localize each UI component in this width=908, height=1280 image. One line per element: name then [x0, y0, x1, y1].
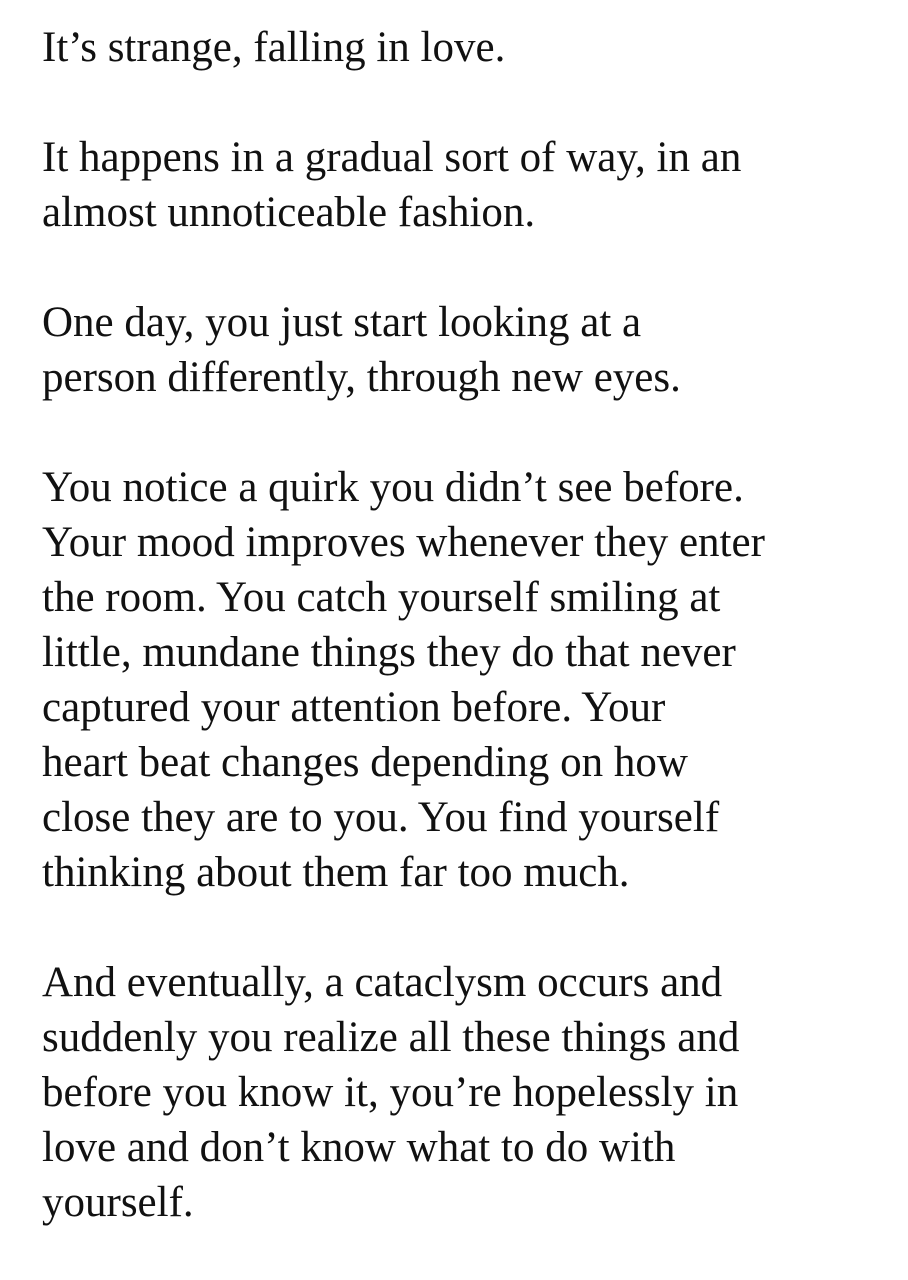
text-line: It’s strange, falling in love. — [42, 24, 506, 71]
paragraph-2 — [42, 130, 892, 240]
text-line: suddenly you realize all these things and — [42, 1014, 740, 1061]
paragraph-gap — [42, 900, 892, 955]
text-line: heart beat changes depending on how — [42, 739, 688, 786]
text-line: captured your attention before. Your — [42, 684, 666, 731]
paragraph-3 — [42, 295, 892, 405]
text-line: Your mood improves whenever they enter — [42, 519, 765, 566]
text-line: person differently, through new eyes. — [42, 354, 681, 401]
text-line: love and don’t know what to do with — [42, 1124, 676, 1171]
text-line: the room. You catch yourself smiling at — [42, 574, 721, 621]
text-line: One day, you just start looking at a — [42, 299, 642, 346]
poem-text — [42, 20, 892, 1230]
text-line: before you know it, you’re hopelessly in — [42, 1069, 739, 1116]
paragraph-4 — [42, 460, 892, 900]
paragraph-gap — [42, 240, 892, 295]
text-line: little, mundane things they do that never — [42, 629, 736, 676]
text-line: almost unnoticeable fashion. — [42, 189, 536, 236]
paragraph-gap — [42, 75, 892, 130]
text-line: yourself. — [42, 1179, 194, 1226]
text-line: close they are to you. You find yourself — [42, 794, 720, 841]
paragraph-1 — [42, 20, 892, 75]
paragraph-5 — [42, 955, 892, 1230]
text-line: thinking about them far too much. — [42, 849, 630, 896]
text-line: You notice a quirk you didn’t see before. — [42, 464, 744, 511]
paragraph-gap — [42, 405, 892, 460]
text-line: And eventually, a cataclysm occurs and — [42, 959, 723, 1006]
text-line: It happens in a gradual sort of way, in an — [42, 134, 742, 181]
